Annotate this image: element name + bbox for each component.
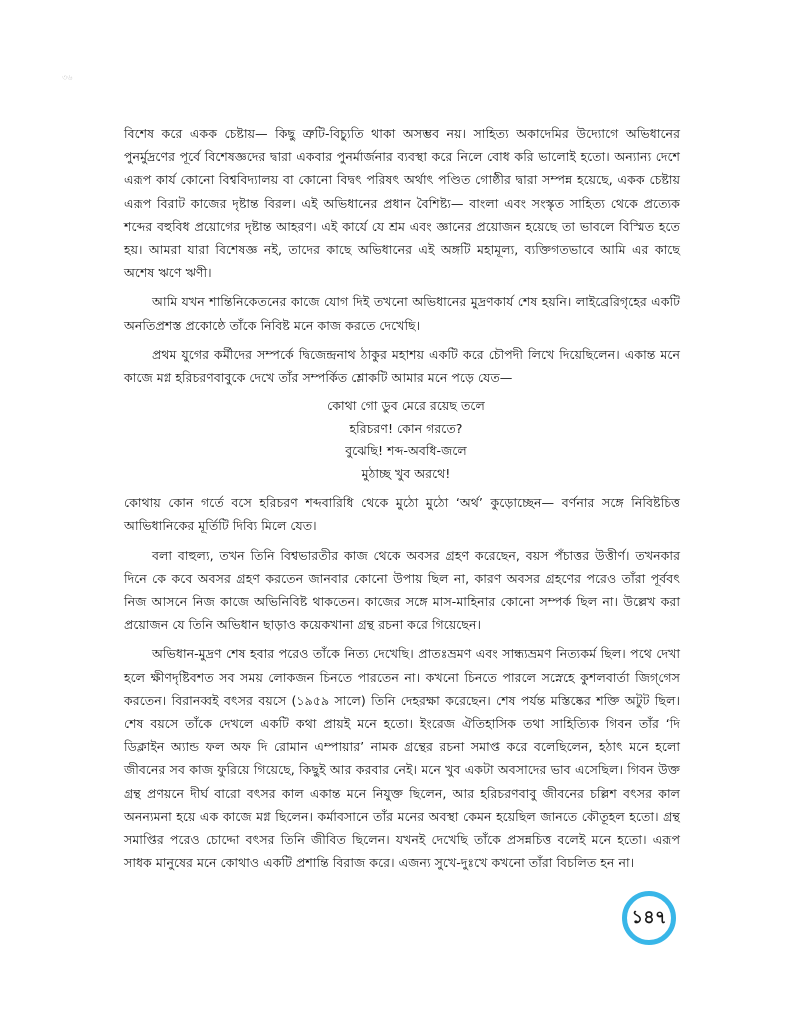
paragraph: অভিধান-মুদ্রণ শেষ হবার পরেও তাঁকে নিত্য দেখেছি। প্রাতঃভ্রমণ এবং সান্ধ্যভ্রমণ নিত্যকর্ম ছিল। পথে দেখা হলে ক্ষীণদৃষ্টিবশত সব সময় লোকজন চিনতে পারতেন না। কখনো চিনতে পারলে সস্নেহে কুশলবার্তা জিগ্‌গেস করতেন। বিরানব্বই বৎসর বয়সে (১৯৫৯ সালে) তিনি দেহরক্ষা করেছেন। শেষ পর্যন্ত মস্তিষ্কের শক্তি অটুট ছিল। শেষ বয়সে তাঁকে দেখলে একটি কথা প্রায়ই মনে হতো। ইংরেজ ঐতিহাসিক তথা সাহিত্যিক গিবন তাঁর ‘দি ডিক্লাইন অ্যান্ড ফল অফ দি রোমান এম্পায়ার’ নামক গ্রন্থের রচনা সমাপ্ত করে বলেছিলেন, হঠাৎ মনে হলো জীবনের সব কাজ ফুরিয়ে গিয়েছে, কিছুই আর করবার নেই। মনে খুব একটা অবসাদের ভাব এসেছিল। গিবন উক্ত গ্রন্থ প্রণয়নে দীর্ঘ বারো বৎসর কাল একান্ত মনে নিযুক্ত ছিলেন, আর হরিচরণবাবু জীবনের চল্লিশ বৎসর কাল অনন্যমনা হয়ে এক কাজে মগ্ন ছিলেন। কর্মাবসানে তাঁর মনের অবস্থা কেমন হয়েছিল জানতে কৌতূহল হতো। গ্রন্থ সমাপ্তির পরেও চোদ্দো বৎসর তিনি জীবিত ছিলেন। যখনই দেখেছি তাঁকে প্রসন্নচিত্ত বলেই মনে হতো। এরূপ সাধক মানুষের মনে কোথাও একটি প্রশান্তি বিরাজ করে। এজন্য সুখে-দুঃখে কখনো তাঁরা বিচলিত হন না। (124, 646, 680, 871)
page-number: ১৪৭ (631, 906, 667, 928)
verse-line: মুঠাচ্ছ খুব অরথে! (361, 465, 451, 481)
verse-line: কোথা গো ডুব মেরে রয়েছ তলে (327, 398, 485, 414)
page-corner-mark: ৩৬ (62, 73, 73, 82)
paragraph: প্রথম যুগের কর্মীদের সম্পর্কে দ্বিজেন্দ্রনাথ ঠাকুর মহাশয় একটি করে চৌপদী লিখে দিয়েছিলেন। একান্ত মনে কাজে মগ্ন হরিচরণবাবুকে দেখে তাঁর সম্পর্কিত শ্লোকটি আমার মনে পড়ে যেত— (124, 346, 680, 386)
verse-line: হরিচরণ! কোন গরতে? (349, 420, 463, 436)
page-body (124, 122, 680, 880)
paragraph: আমি যখন শান্তিনিকেতনের কাজে যোগ দিই তখনো অভিধানের মুদ্রণকার্য শেষ হয়নি। লাইব্রেরিগৃহের একটি অনতিপ্রশস্ত প্রকোষ্ঠে তাঁকে নিবিষ্ট মনে কাজ করতে দেখেছি। (124, 294, 680, 333)
paragraph: বিশেষ করে একক চেষ্টায়— কিছু ত্রুটি-বিচ্যুতি থাকা অসম্ভব নয়। সাহিত্য অকাদেমির উদ্যোগে অভিধানের পুনর্মুদ্রণের পূর্বে বিশেষজ্ঞদের দ্বারা একবার পুনর্মার্জনার ব্যবস্থা করে নিলে বোধ করি ভালোই হতো। অন্যান্য দেশে এরূপ কার্য কোনো বিশ্ববিদ্যালয় বা কোনো বিদ্বৎ পরিষৎ অর্থাৎ পণ্ডিত গোষ্ঠীর দ্বারা সম্পন্ন হয়েছে, একক চেষ্টায় এরূপ বিরাট কাজের দৃষ্টান্ত বিরল। এই অভিধানের প্রধান বৈশিষ্ট্য— বাংলা এবং সংস্কৃত সাহিত্য থেকে প্রত্যেক শব্দের বহুবিধ প্রয়োগের দৃষ্টান্ত আহরণ। এই কার্যে যে শ্রম এবং জ্ঞানের প্রয়োজন হয়েছে তা ভাবলে বিস্মিত হতে হয়। আমরা যারা বিশেষজ্ঞ নই, তাদের কাছে অভিধানের এই অঙ্গটি মহামূল্য, ব্যক্তিগতভাবে আমি এর কাছে অশেষ ঋণে ঋণী। (124, 126, 680, 281)
paragraph: কোথায় কোন গর্তে বসে হরিচরণ শব্দবারিধি থেকে মুঠো মুঠো ‘অর্থ’ কুড়োচ্ছেন— বর্ণনার সঙ্গে নিবিষ্টচিত্ত আভিধানিকের মূর্তিটি দিব্যি মিলে যেত। (124, 495, 680, 534)
paragraph: বলা বাহুল্য, তখন তিনি বিশ্বভারতীর কাজ থেকে অবসর গ্রহণ করেছেন, বয়স পঁচাত্তর উত্তীর্ণ। তখনকার দিনে কে কবে অবসর গ্রহণ করতেন জানবার কোনো উপায় ছিল না, কারণ অবসর গ্রহণের পরেও তাঁরা পূর্ববৎ নিজ আসনে নিজ কাজে অভিনিবিষ্ট থাকতেন। কাজের সঙ্গে মাস-মাহিনার কোনো সম্পর্ক ছিল না। উল্লেখ করা প্রয়োজন যে তিনি অভিধান ছাড়াও কয়েকখানা গ্রন্থ রচনা করে গিয়েছেন। (124, 547, 680, 633)
verse-block (124, 395, 680, 485)
page-number-badge (622, 891, 676, 945)
verse-line: বুঝেছি! শব্দ-অবধি-জলে (345, 443, 467, 459)
